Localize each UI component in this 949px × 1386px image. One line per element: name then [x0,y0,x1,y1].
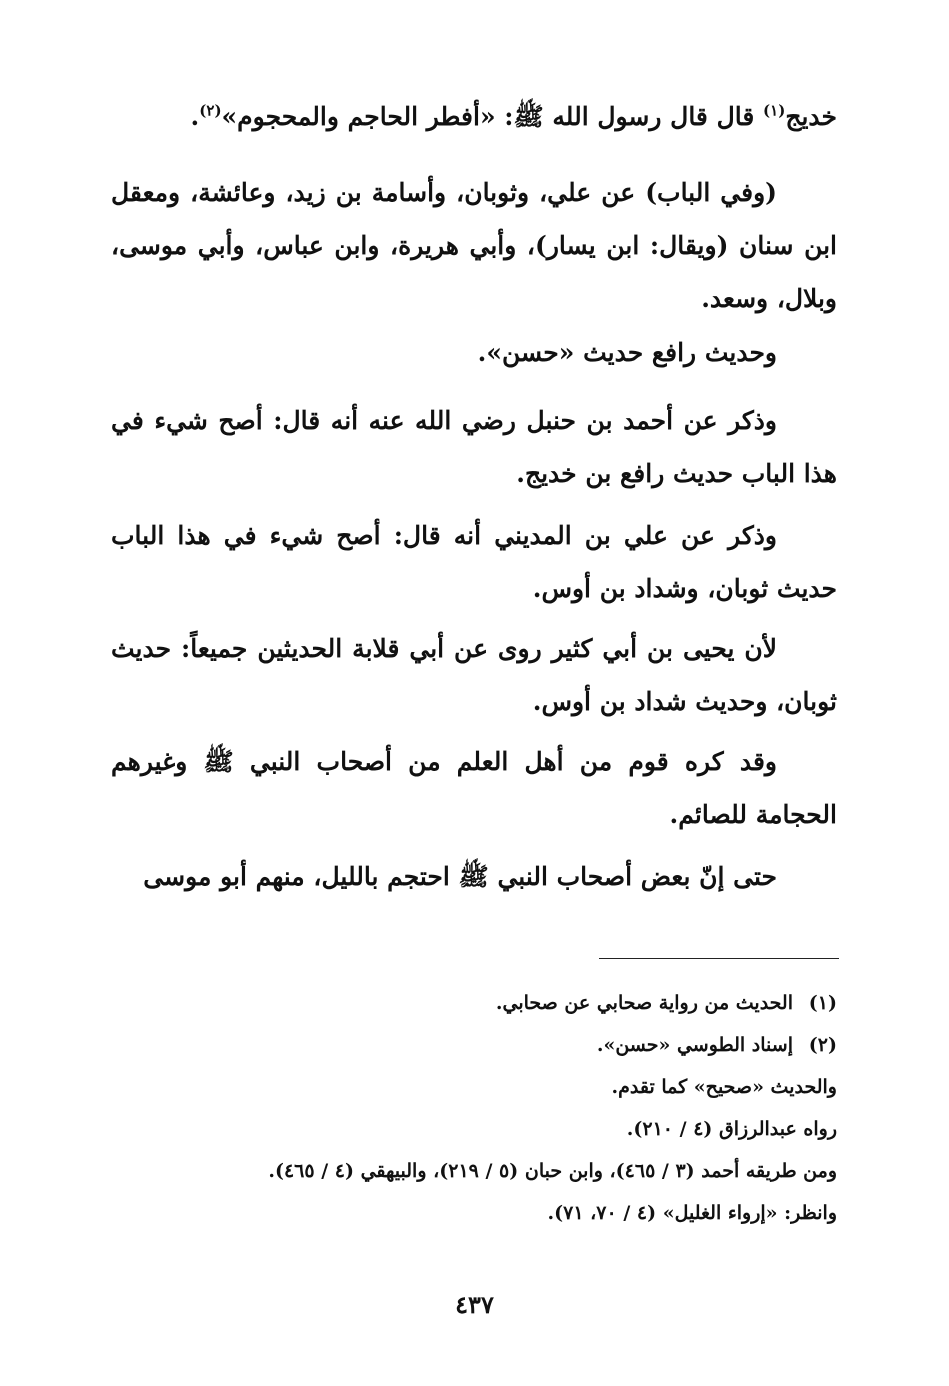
page-number: ٤٣٧ [455,1290,494,1319]
footnote-1 [111,982,837,1024]
paragraph-1-end: . [190,102,200,131]
footnote-2-number: (٢) [808,1034,837,1056]
footnote-separator [599,958,839,959]
footnote-2-line-3: رواه عبدالرزاق (٤ / ٢١٠). [626,1118,837,1140]
paragraph-1-text: قال قال رسول الله ﷺ: «أفطر الحاجم والمحجوم» [221,102,764,131]
paragraph-5: وذكر عن علي بن المديني أنه قال: أصح شيء في هذا الباب حديث ثوبان، وشداد بن أوس. [111,521,837,603]
footnote-ref-2: (٢) [199,101,222,120]
footnote-2-line-4: ومن طريقه أحمد (٣ / ٤٦٥)، وابن حبان (٥ / ٢١٩)، والبيهقي (٤ / ٤٦٥). [268,1160,837,1182]
paragraph-1-text-start: خديج [785,102,837,131]
paragraph-4: وذكر عن أحمد بن حنبل رضي الله عنه أنه قال: أصح شيء في هذا الباب حديث رافع بن خديج. [111,406,837,488]
footnote-1-text: الحديث من رواية صحابي عن صحابي. [495,992,793,1014]
paragraph-8: حتى إنّ بعض أصحاب النبي ﷺ احتجم بالليل، منهم أبو موسى [143,862,777,891]
footnote-2 [111,1024,837,1066]
paragraph-7: وقد كره قوم من أهل العلم من أصحاب النبي ﷺ وغيرهم الحجامة للصائم. [111,747,837,829]
paragraph-1 [111,90,837,143]
footnote-2-line-2: والحديث «صحيح» كما تقدم. [611,1076,837,1098]
footnote-1-number: (١) [808,992,837,1014]
paragraph-3: وحديث رافع حديث «حسن». [477,338,777,367]
paragraph-2: (وفي الباب) عن علي، وثوبان، وأسامة بن زيد، وعائشة، ومعقل ابن سنان (ويقال: ابن يسار)، وأبي هريرة، وابن عباس، وأبي موسى، وبلال، وسعد. [111,178,837,313]
footnote-ref-1: (١) [763,101,786,120]
footnote-2-line-5: وانظر: «إرواء الغليل» (٤ / ٧٠، ٧١). [547,1202,837,1224]
paragraph-6: لأن يحيى بن أبي كثير روى عن أبي قلابة الحديثين جميعاً: حديث ثوبان، وحديث شداد بن أوس. [111,634,837,716]
footnote-2-text: إسناد الطوسي «حسن». [596,1034,793,1056]
